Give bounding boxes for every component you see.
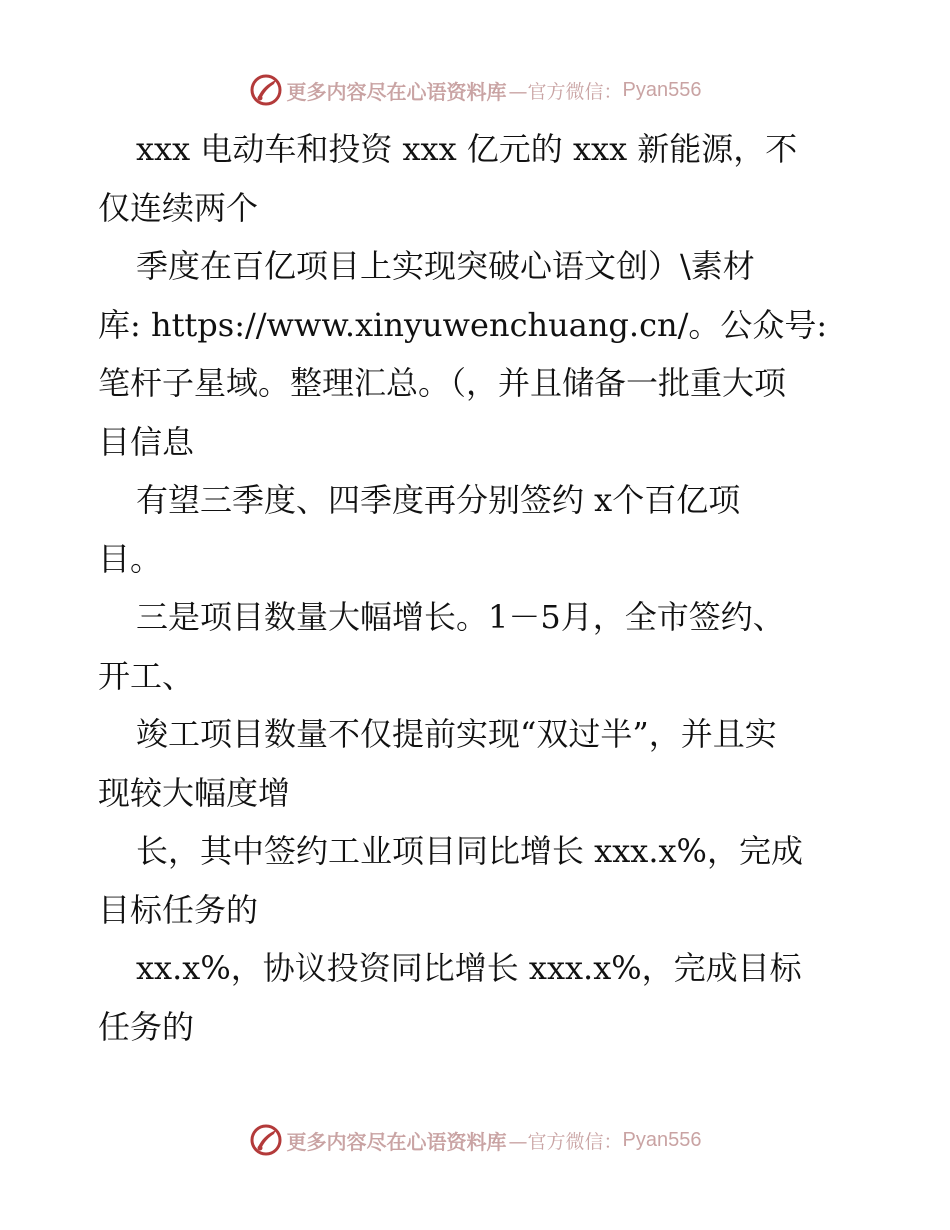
banner-wechat-id: Pyan556 xyxy=(622,1128,702,1151)
header-banner xyxy=(0,70,950,110)
footer-banner xyxy=(0,1120,950,1160)
text-line: xxx 电动车和投资 xxx 亿元的 xxx 新能源，不 xyxy=(136,130,798,168)
banner-wechat-id: Pyan556 xyxy=(622,78,702,101)
text-line: xx.x%，协议投资同比增长 xxx.x%，完成目标 xyxy=(136,949,802,987)
text-line: 目信息 xyxy=(98,422,195,461)
text-line: 任务的 xyxy=(98,1007,195,1046)
text-line: 仅连续两个 xyxy=(98,188,259,227)
text-line: 竣工项目数量不仅提前实现“双过半”，并且实 xyxy=(136,715,777,753)
banner-main-text: 更多内容尽在心语资料库 xyxy=(286,1129,507,1154)
banner-main-text: 更多内容尽在心语资料库 xyxy=(286,79,507,104)
banner-sub-text: —官方微信： xyxy=(508,1130,623,1153)
brush-logo-icon xyxy=(249,1123,283,1157)
text-line: 现较大幅度增 xyxy=(98,773,291,812)
text-line: 笔杆子星域。整理汇总。（，并且储备一批重大项 xyxy=(98,364,787,402)
text-line: 三是项目数量大幅增长。1－5月，全市签约、 xyxy=(136,598,785,636)
text-line: 库: https://www.xinyuwenchuang.cn/。公众号: xyxy=(98,305,828,344)
document-body xyxy=(98,120,858,1056)
brush-logo-icon xyxy=(249,73,283,107)
text-line: 目标任务的 xyxy=(98,890,259,929)
banner-sub-text: —官方微信： xyxy=(508,80,623,103)
text-line: 长，其中签约工业项目同比增长 xxx.x%，完成 xyxy=(136,832,803,870)
text-line: 开工、 xyxy=(98,656,195,695)
text-line: 目。 xyxy=(98,539,163,578)
text-line: 有望三季度、四季度再分别签约 x个百亿项 xyxy=(136,481,741,519)
text-line: 季度在百亿项目上实现突破心语文创）\素材 xyxy=(136,247,755,285)
